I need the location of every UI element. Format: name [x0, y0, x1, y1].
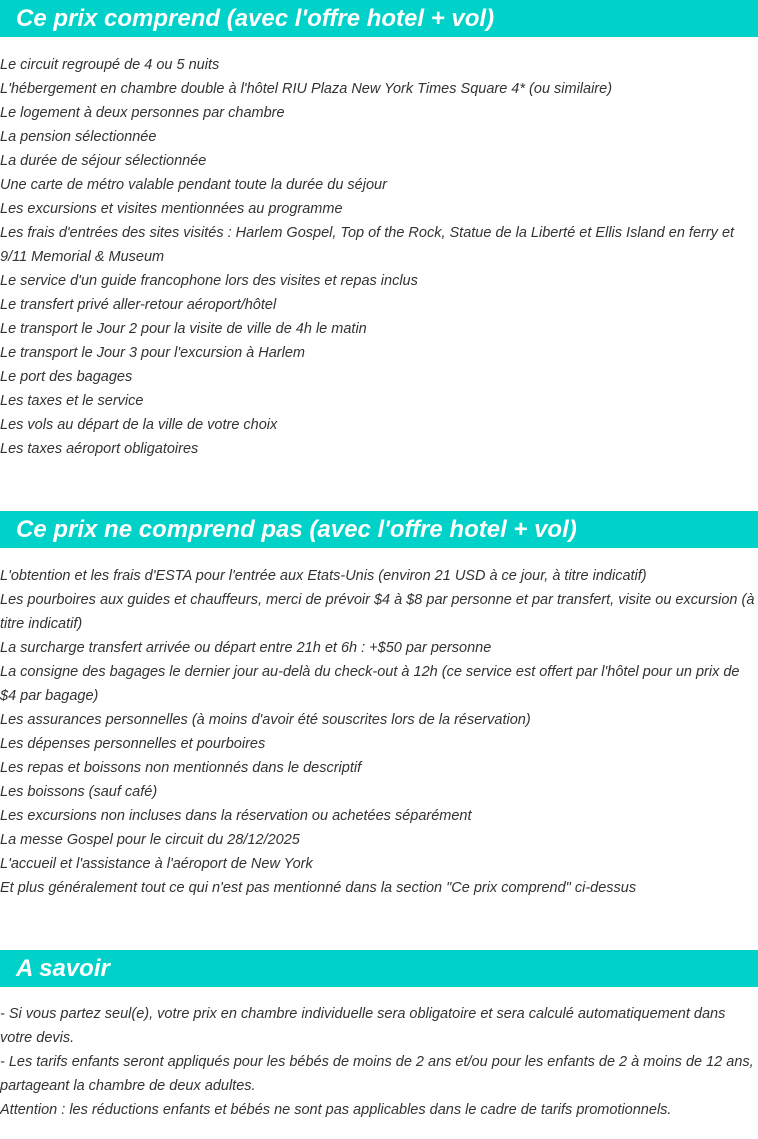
info-item: - Les tarifs enfants seront appliqués pour les bébés de moins de 2 ans et/ou pour les enfants de 2 à moins de 12 ans, partageant la chambre de deux adultes.	[0, 1054, 754, 1094]
includes-item: Le service d'un guide francophone lors des visites et repas inclus	[0, 273, 418, 289]
includes-item: L'hébergement en chambre double à l'hôtel RIU Plaza New York Times Square 4* (ou similaire)	[0, 81, 613, 97]
includes-title: Ce prix comprend (avec l'offre hotel + vol)	[0, 0, 758, 37]
info-title: A savoir	[0, 950, 758, 987]
info-item: - Si vous partez seul(e), votre prix en chambre individuelle sera obligatoire et sera calculé automatiquement dans votre devis.	[0, 1006, 726, 1046]
excludes-item: Les pourboires aux guides et chauffeurs, merci de prévoir $4 à $8 par personne et par transfert, visite ou excursion (à titre indicatif)	[0, 592, 755, 632]
excludes-item: Les dépenses personnelles et pourboires	[0, 736, 266, 752]
excludes-item: Les excursions non incluses dans la réservation ou achetées séparément	[0, 808, 472, 824]
excludes-item: Les assurances personnelles (à moins d'avoir été souscrites lors de la réservation)	[0, 712, 531, 728]
excludes-item: La messe Gospel pour le circuit du 28/12/2025	[0, 832, 300, 848]
excludes-item: La surcharge transfert arrivée ou départ entre 21h et 6h : +$50 par personne	[0, 640, 492, 656]
includes-item: Le transport le Jour 2 pour la visite de ville de 4h le matin	[0, 321, 367, 337]
info-section	[0, 950, 758, 1122]
includes-item: Une carte de métro valable pendant toute la durée du séjour	[0, 177, 387, 193]
excludes-item: Et plus généralement tout ce qui n'est pas mentionné dans la section "Ce prix comprend" ci-dessus	[0, 880, 637, 896]
excludes-title: Ce prix ne comprend pas (avec l'offre hotel + vol)	[0, 511, 758, 548]
excludes-item: Les repas et boissons non mentionnés dans le descriptif	[0, 760, 362, 776]
includes-list	[0, 53, 758, 461]
includes-item: Les taxes aéroport obligatoires	[0, 441, 199, 457]
includes-section	[0, 0, 758, 461]
includes-item: Les vols au départ de la ville de votre choix	[0, 417, 278, 433]
includes-item: Le transfert privé aller-retour aéroport/hôtel	[0, 297, 277, 313]
includes-item: Le transport le Jour 3 pour l'excursion à Harlem	[0, 345, 305, 361]
excludes-item: L'obtention et les frais d'ESTA pour l'entrée aux Etats-Unis (environ 21 USD à ce jour, à titre indicatif)	[0, 568, 647, 584]
excludes-item: La consigne des bagages le dernier jour au-delà du check-out à 12h (ce service est offert par l'hôtel pour un prix de $4 par bagage)	[0, 664, 740, 704]
excludes-item: L'accueil et l'assistance à l'aéroport de New York	[0, 856, 313, 872]
includes-item: Les frais d'entrées des sites visités : Harlem Gospel, Top of the Rock, Statue de la Liberté et Ellis Island en ferry et 9/11 Memorial & Museum	[0, 225, 735, 265]
includes-item: La durée de séjour sélectionnée	[0, 153, 207, 169]
includes-item: La pension sélectionnée	[0, 129, 157, 145]
includes-item: Le port des bagages	[0, 369, 133, 385]
info-list	[0, 1002, 758, 1122]
excludes-item: Les boissons (sauf café)	[0, 784, 158, 800]
includes-item: Les excursions et visites mentionnées au programme	[0, 201, 343, 217]
info-item: Attention : les réductions enfants et bébés ne sont pas applicables dans le cadre de tarifs promotionnels.	[0, 1102, 672, 1118]
includes-item: Les taxes et le service	[0, 393, 144, 409]
includes-item: Le circuit regroupé de 4 ou 5 nuits	[0, 57, 220, 73]
includes-item: Le logement à deux personnes par chambre	[0, 105, 285, 121]
excludes-list	[0, 564, 758, 900]
excludes-section	[0, 511, 758, 900]
